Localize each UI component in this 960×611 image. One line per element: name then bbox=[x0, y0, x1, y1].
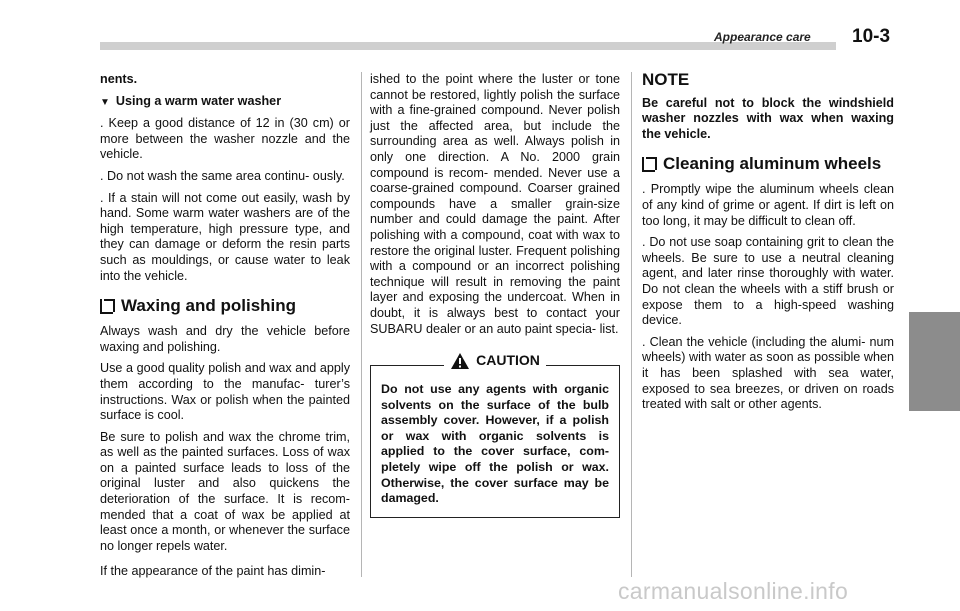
subheading-label: Using a warm water washer bbox=[115, 93, 282, 108]
list-item bbox=[100, 116, 350, 163]
column-2 bbox=[370, 72, 620, 518]
list-item bbox=[100, 169, 350, 185]
list-item bbox=[642, 235, 894, 329]
column-divider bbox=[631, 72, 632, 577]
list-item-text: Keep a good distance of 12 in (30 cm) or more between the washer nozzle and the vehicle. bbox=[100, 116, 350, 162]
section-title: Appearance care bbox=[714, 30, 811, 44]
section-marker-icon bbox=[100, 299, 113, 314]
bullet-icon: . bbox=[100, 190, 109, 205]
column-divider bbox=[361, 72, 362, 577]
list-item-text: Clean the vehicle (including the alumi- num wheels) with water as soon as possible when it has been splashed with sea water, exposed to sea breezes, or driven on roads treated with salt or other agents. bbox=[642, 334, 895, 412]
section-heading bbox=[100, 296, 350, 316]
section-marker-icon bbox=[642, 157, 655, 172]
bullet-icon: . bbox=[642, 235, 650, 250]
list-item-text: If a stain will not come out easily, wash by hand. Some warm water washers are of the high temperature, high pressure type, and they can damage or deform the resin parts such as mouldings, or cause water to leak into the vehicle. bbox=[100, 190, 350, 283]
section-heading-label: Waxing and polishing bbox=[121, 296, 297, 316]
column-1 bbox=[100, 72, 350, 586]
page-number: 10-3 bbox=[852, 26, 891, 47]
caution-title: CAUTION bbox=[476, 352, 540, 369]
paragraph: Be sure to polish and wax the chrome trim, as well as the painted surfaces. Loss of wax on a painted surface leads to loss of the original luster and also quickens the deterioration of the surface. It is recom- mended that a coat of wax be applied at least once a month, or whenever the surface no longer repels water. bbox=[100, 429, 350, 553]
section-heading-label: Cleaning aluminum wheels bbox=[663, 154, 882, 174]
warning-icon bbox=[450, 352, 470, 370]
list-item bbox=[642, 335, 894, 413]
note-title: NOTE bbox=[642, 70, 690, 89]
list-item bbox=[100, 191, 350, 285]
subheading bbox=[100, 94, 350, 111]
caution-header bbox=[371, 352, 619, 370]
paragraph: Always wash and dry the vehicle before waxing and polishing. bbox=[100, 324, 350, 354]
watermark: carmanualsonline.info bbox=[618, 578, 849, 604]
paragraph: If the appearance of the paint has dimin- bbox=[100, 564, 326, 579]
paragraph: ished to the point where the luster or tone cannot be restored, lightly polish the surface with a fine-grained compound. Never polish just the affected area, but include the surrounding area as well. Always polish in only one direction. A No. 2000 grain compound is recom- mended. Never use a coarse-grained compound. Coarser grained compounds have a smaller grain-size number and could damage the paint. After polishing with a compound, coat with wax to restore the original luster. Frequent polishing with a compound or an incorrect polishing technique will result in removing the paint layer and exposing the undercoat. When in doubt, it is always best to contact your SUBARU dealer or an auto paint specia- list. bbox=[370, 72, 620, 336]
bullet-icon: . bbox=[100, 168, 107, 183]
section-heading bbox=[642, 154, 894, 174]
list-item-text: Promptly wipe the aluminum wheels clean of any kind of grime or agent. If dirt is left on too long, it may be difficult to clean off. bbox=[642, 182, 894, 228]
bullet-icon: . bbox=[642, 334, 650, 349]
bullet-icon: . bbox=[100, 116, 109, 131]
list-item-text: Do not use soap containing grit to clean the wheels. Be sure to use a neutral cleaning agent, and later rinse thoroughly with water. Do not clean the wheels with a stiff brush or expose them to a high-speed washing device. bbox=[642, 235, 894, 328]
caution-text: Do not use any agents with organic solvents on the surface of the bulb assembly cover. However, if a polish or wax with organic solvents is applied to the cover surface, com- pletely wipe off the polish or wax. Otherwise, the cover surface may be damaged. bbox=[381, 382, 609, 506]
continued-text: nents. bbox=[100, 72, 138, 86]
note-text: Be careful not to block the windshield washer nozzles with wax when waxing the vehicle. bbox=[642, 95, 894, 141]
bullet-icon: . bbox=[642, 182, 651, 197]
column-3 bbox=[642, 72, 894, 419]
caution-box bbox=[370, 352, 620, 518]
paragraph: Use a good quality polish and wax and apply them according to the manufac- turer’s instructions. Wax or polish when the painted surface is cool. bbox=[100, 361, 350, 423]
list-item-text: Do not wash the same area continu- ously. bbox=[107, 168, 345, 183]
chapter-tab bbox=[909, 312, 960, 411]
list-item bbox=[642, 182, 894, 229]
triangle-icon: ▼ bbox=[100, 96, 110, 108]
